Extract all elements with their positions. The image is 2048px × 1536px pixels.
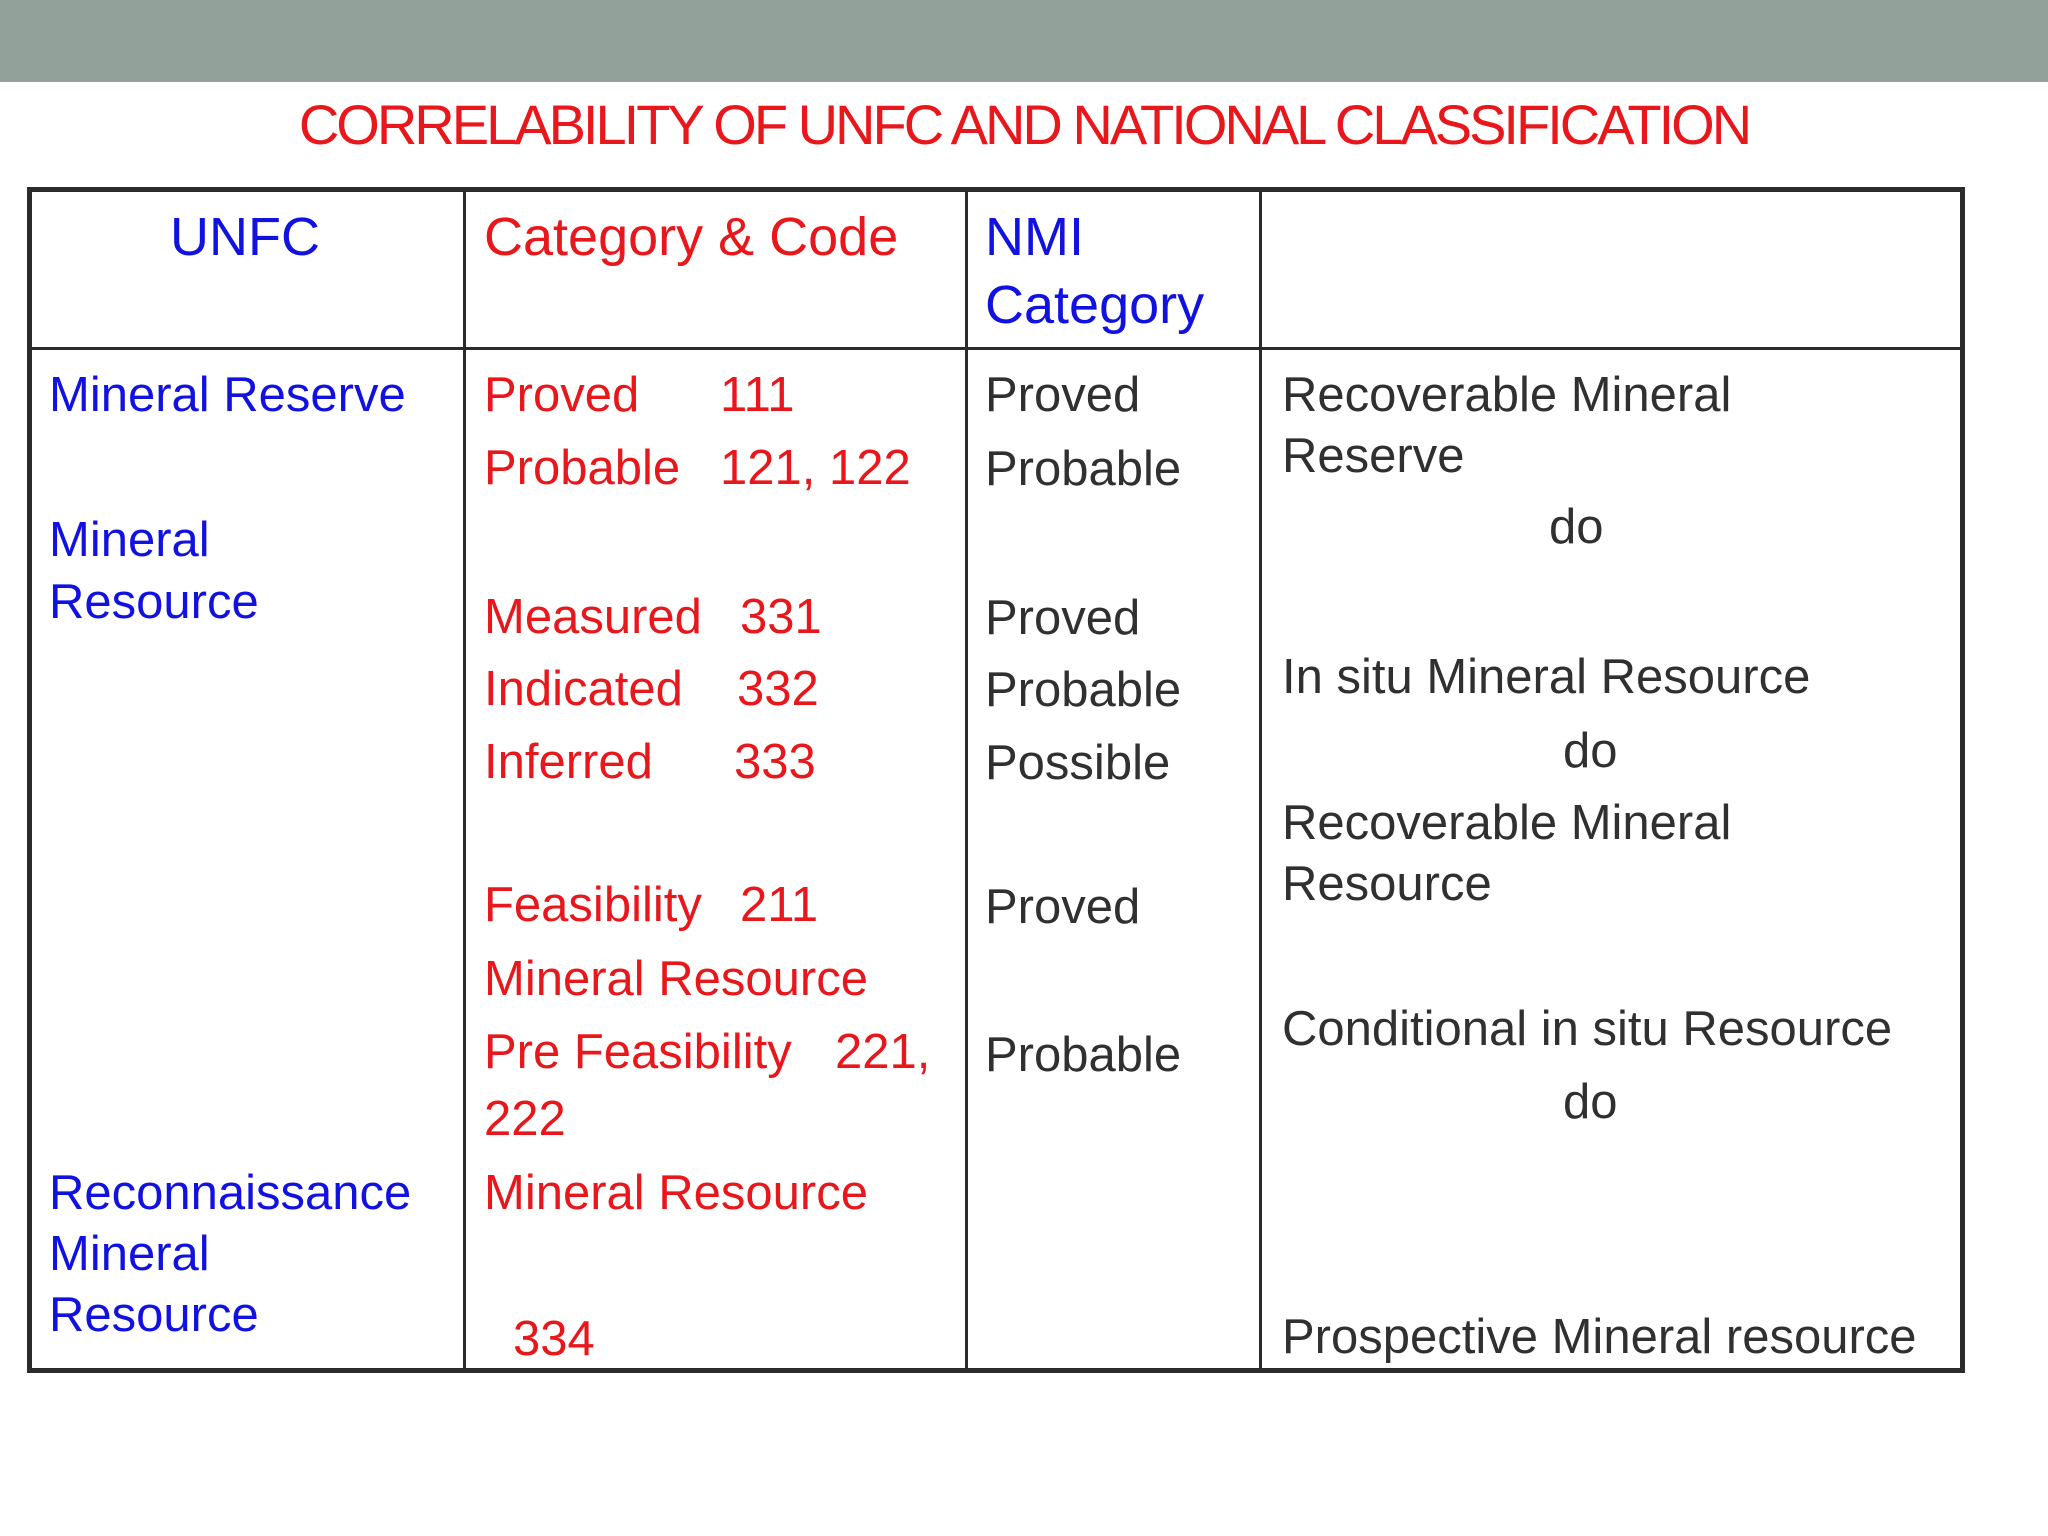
national-insitu-resource: In situ Mineral Resource [1282, 650, 1811, 704]
unfc-reconnaissance-line1: Reconnaissance [49, 1166, 412, 1220]
code-inferred: 333 [734, 735, 816, 789]
category-probable: Probable [484, 441, 681, 495]
category-feasibility: Feasibility [484, 878, 702, 932]
category-indicated: Indicated [484, 662, 683, 716]
unfc-mineral-resource-line1: Mineral [49, 513, 210, 567]
code-probable: 121, 122 [720, 441, 911, 495]
header-category-code: Category & Code [484, 207, 899, 267]
code-prefeasibility-2: 222 [484, 1092, 566, 1146]
column-divider [1259, 192, 1262, 1368]
code-indicated: 332 [737, 662, 819, 716]
nmi-possible: Possible [985, 736, 1171, 790]
category-proved: Proved [484, 368, 640, 422]
category-measured: Measured [484, 590, 702, 644]
national-recoverable-resource-line2: Resource [1282, 857, 1492, 911]
category-inferred: Inferred [484, 735, 653, 789]
unfc-reconnaissance-line2: Mineral [49, 1227, 210, 1281]
nmi-proved: Proved [985, 591, 1141, 645]
code-feasibility: 211 [740, 878, 819, 932]
header-unfc: UNFC [170, 207, 320, 267]
header-nmi-line1: NMI [985, 207, 1084, 267]
nmi-probable: Probable [985, 442, 1182, 496]
column-divider [965, 192, 968, 1368]
category-reconnaissance-sub: Mineral Resource [484, 1166, 868, 1220]
column-divider [463, 192, 466, 1368]
category-prefeasibility: Pre Feasibility [484, 1025, 792, 1079]
nmi-proved: Proved [985, 368, 1141, 422]
slide-title: CORRELABILITY OF UNFC AND NATIONAL CLASSIFICATION [298, 93, 1750, 156]
national-recoverable-resource-line1: Recoverable Mineral [1282, 796, 1732, 850]
category-feasibility-sub: Mineral Resource [484, 952, 868, 1006]
national-recoverable-reserve-line2: Reserve [1282, 429, 1465, 483]
code-proved: 111 [720, 368, 795, 422]
header-nmi-line2: Category [985, 275, 1205, 335]
code-prefeasibility: 221, [835, 1025, 931, 1079]
nmi-proved: Proved [985, 880, 1141, 934]
header-bar [0, 0, 2048, 82]
national-prospective-resource: Prospective Mineral resource [1282, 1310, 1917, 1364]
unfc-mineral-reserve: Mineral Reserve [49, 368, 406, 422]
nmi-probable: Probable [985, 1028, 1182, 1082]
code-reconnaissance: 334 [513, 1312, 595, 1366]
national-ditto: do [1563, 1075, 1618, 1129]
header-divider [32, 347, 1960, 350]
code-measured: 331 [740, 590, 822, 644]
national-ditto: do [1563, 724, 1618, 778]
national-recoverable-reserve-line1: Recoverable Mineral [1282, 368, 1732, 422]
unfc-mineral-resource-line2: Resource [49, 575, 259, 629]
nmi-probable: Probable [985, 663, 1182, 717]
classification-table [27, 187, 1965, 1373]
national-conditional-resource: Conditional in situ Resource [1282, 1002, 1893, 1056]
national-ditto: do [1549, 500, 1604, 554]
unfc-reconnaissance-line3: Resource [49, 1288, 259, 1342]
